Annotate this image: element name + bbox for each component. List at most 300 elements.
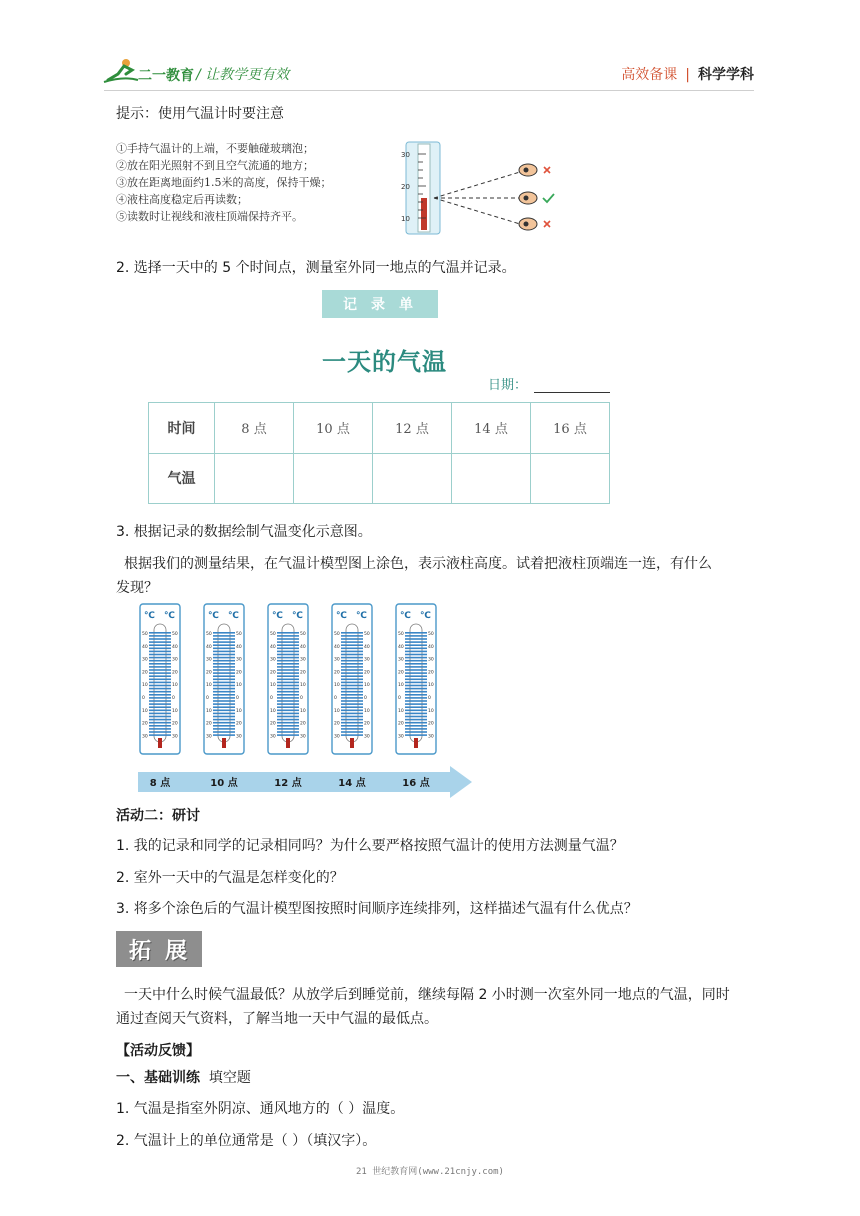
scale-label: 30: [428, 734, 434, 740]
scale-label: 20: [401, 183, 410, 191]
scale-label: 20: [334, 721, 340, 727]
scale-label: 0: [300, 696, 303, 701]
scale-tick: [405, 675, 427, 677]
scale-tick: [213, 700, 235, 702]
scale-label: 20: [334, 670, 340, 676]
scale-tick: [341, 688, 363, 690]
scale-label: 30: [142, 734, 148, 740]
scale-tick: [213, 672, 235, 674]
scale-label: 50: [428, 632, 434, 637]
scale-label: 30: [401, 151, 410, 159]
scale-tick: [405, 669, 427, 671]
unit-label: ℃: [356, 611, 367, 621]
scale-tick: [277, 660, 299, 662]
scale-label: 30: [206, 734, 212, 740]
scale-label: 0: [206, 696, 209, 701]
scale-tick: [149, 691, 171, 693]
thermometer-reading-illustration: [396, 140, 566, 236]
scale-tick: [341, 679, 363, 681]
scale-tick: [213, 697, 235, 699]
logo-icon: [104, 58, 194, 88]
scale-label: 20: [398, 721, 404, 727]
scale-tick: [277, 675, 299, 677]
scale-label: 10: [334, 683, 340, 689]
scale-label: 30: [428, 657, 434, 663]
eye-icon: [519, 164, 537, 230]
scale-tick: [341, 632, 363, 634]
scale-tick: [341, 685, 363, 687]
scale-tick: [405, 731, 427, 733]
scale-tick: [341, 666, 363, 668]
time-label: 12 点: [274, 778, 302, 789]
time-cell: 14 点: [452, 403, 531, 454]
scale-tick: [213, 688, 235, 690]
time-label: 16 点: [402, 778, 430, 789]
scale-label: 20: [428, 721, 434, 727]
scale-tick: [405, 651, 427, 653]
scale-tick: [341, 669, 363, 671]
tip-item: ①手持气温计的上端，不要触碰玻璃泡；: [116, 142, 314, 155]
scale-tick: [405, 654, 427, 656]
scale-tick: [405, 694, 427, 696]
scale-tick: [341, 706, 363, 708]
scale-label: 10: [398, 708, 404, 714]
temperature-cell[interactable]: [373, 453, 452, 504]
scale-tick: [277, 697, 299, 699]
check-icon: [543, 194, 554, 202]
scale-tick: [405, 706, 427, 708]
scale-tick: [405, 635, 427, 637]
scale-label: 20: [172, 721, 178, 727]
scale-tick: [149, 694, 171, 696]
scale-tick: [277, 666, 299, 668]
scale-tick: [341, 672, 363, 674]
scale-tick: [277, 663, 299, 665]
scale-label: 10: [236, 683, 242, 689]
tips-list: [116, 140, 376, 225]
cross-icon: [544, 167, 550, 227]
unit-label: ℃: [400, 611, 411, 621]
scale-tick: [213, 725, 235, 727]
scale-label: 30: [300, 657, 306, 663]
scale-label: 10: [401, 215, 410, 223]
table-row: [149, 453, 610, 504]
scale-tick: [213, 691, 235, 693]
scale-label: 50: [334, 632, 340, 637]
scale-tick: [277, 706, 299, 708]
unit-label: ℃: [144, 611, 155, 621]
scale-tick: [149, 669, 171, 671]
paragraph-line: 一天中什么时候气温最低？从放学后到睡觉前，继续每隔 2 小时测一次室外同一地点的气温，同时: [124, 987, 730, 1003]
scale-tick: [213, 669, 235, 671]
scale-tick: [277, 719, 299, 721]
scale-label: 0: [142, 696, 145, 701]
scale-label: 30: [398, 657, 404, 663]
scale-tick: [341, 710, 363, 712]
unit-label: ℃: [292, 611, 303, 621]
tip-item: ④液柱高度稳定后再读数；: [116, 193, 248, 206]
scale-tick: [213, 657, 235, 659]
temperature-cell[interactable]: [452, 453, 531, 504]
scale-label: 40: [142, 644, 148, 650]
scale-tick: [405, 679, 427, 681]
scale-tick: [341, 703, 363, 705]
scale-tick: [341, 660, 363, 662]
scale-tick: [213, 651, 235, 653]
scale-tick: [341, 663, 363, 665]
scale-tick: [213, 660, 235, 662]
scale-tick: [213, 713, 235, 715]
scale-tick: [149, 700, 171, 702]
scale-tick: [277, 713, 299, 715]
scale-tick: [405, 682, 427, 684]
scale-label: 10: [172, 683, 178, 689]
scale-tick: [213, 703, 235, 705]
scale-tick: [149, 685, 171, 687]
scale-tick: [149, 682, 171, 684]
scale-tick: [405, 719, 427, 721]
scale-tick: [149, 638, 171, 640]
scale-label: 30: [334, 657, 340, 663]
scale-tick: [277, 635, 299, 637]
scale-label: 20: [206, 721, 212, 727]
scale-label: 30: [270, 657, 276, 663]
header-right: [621, 64, 754, 84]
scale-tick: [341, 719, 363, 721]
scale-label: 40: [206, 644, 212, 650]
scale-label: 30: [364, 657, 370, 663]
scale-tick: [341, 694, 363, 696]
scale-tick: [149, 719, 171, 721]
tip-item: ③放在距离地面约1.5米的高度，保持干燥；: [116, 176, 332, 189]
table-row: [149, 403, 610, 454]
scale-label: 40: [236, 644, 242, 650]
scale-tick: [405, 722, 427, 724]
scale-tick: [213, 731, 235, 733]
header-label-b: 科学学科: [698, 67, 754, 83]
scale-tick: [341, 722, 363, 724]
thermometer-bulb: [222, 738, 226, 748]
scale-tick: [405, 666, 427, 668]
scale-tick: [341, 713, 363, 715]
scale-tick: [149, 679, 171, 681]
scale-tick: [277, 669, 299, 671]
svg-text:二一教育: 二一教育: [138, 68, 194, 84]
scale-tick: [341, 638, 363, 640]
scale-label: 30: [172, 657, 178, 663]
scale-tick: [277, 632, 299, 634]
scale-tick: [277, 638, 299, 640]
scale-tick: [149, 713, 171, 715]
scale-tick: [341, 734, 363, 736]
thermometer-bulb: [158, 738, 162, 748]
scale-tick: [341, 635, 363, 637]
scale-tick: [149, 728, 171, 730]
question-text: 2. 气温计上的单位通常是（ ）（填汉字）。: [116, 1133, 377, 1149]
tips-title: 提示：使用气温计时要注意: [116, 106, 284, 122]
scale-tick: [213, 635, 235, 637]
scale-tick: [405, 713, 427, 715]
section-heading-bold: 一、基础训练: [116, 1070, 200, 1086]
scale-label: 20: [270, 670, 276, 676]
scale-tick: [277, 728, 299, 730]
scale-label: 50: [172, 632, 178, 637]
scale-label: 0: [334, 696, 337, 701]
scale-tick: [405, 703, 427, 705]
scale-label: 0: [236, 696, 239, 701]
scale-tick: [213, 719, 235, 721]
question-text: 1. 我的记录和同学的记录相同吗？为什么要严格按照气温计的使用方法测量气温？: [116, 838, 624, 854]
scale-tick: [341, 691, 363, 693]
scale-label: 0: [172, 696, 175, 701]
scale-tick: [405, 710, 427, 712]
scale-tick: [213, 641, 235, 643]
time-cell: 8 点: [215, 403, 294, 454]
scale-tick: [341, 716, 363, 718]
header-slogan: / 让教学更有效: [196, 67, 290, 83]
scale-tick: [149, 663, 171, 665]
tip-item: ②放在阳光照射不到且空气流通的地方；: [116, 159, 314, 172]
scale-tick: [405, 638, 427, 640]
scale-tick: [277, 685, 299, 687]
scale-label: 10: [364, 708, 370, 714]
scale-label: 10: [300, 683, 306, 689]
scale-label: 50: [270, 632, 276, 637]
unit-label: ℃: [228, 611, 239, 621]
unit-label: ℃: [420, 611, 431, 621]
question-text: 3. 将多个涂色后的气温计模型图按照时间顺序连续排列，这样描述气温有什么优点？: [116, 901, 638, 917]
scale-label: 10: [428, 708, 434, 714]
temperature-cell[interactable]: [294, 453, 373, 504]
unit-label: ℃: [164, 611, 175, 621]
expand-label: 拓展: [128, 938, 201, 964]
step-3-text: 3. 根据记录的数据绘制气温变化示意图。: [116, 524, 372, 540]
scale-tick: [405, 685, 427, 687]
scale-label: 10: [398, 683, 404, 689]
section-heading: [116, 1068, 251, 1088]
paragraph-line: 通过查阅天气资料，了解当地一天中气温的最低点。: [116, 1011, 438, 1027]
scale-tick: [277, 657, 299, 659]
scale-tick: [277, 691, 299, 693]
scale-label: 30: [236, 657, 242, 663]
scale-label: 20: [300, 670, 306, 676]
paragraph-line: 发现？: [116, 580, 158, 596]
scale-tick: [405, 632, 427, 634]
time-cell: 12 点: [373, 403, 452, 454]
temperature-cell[interactable]: [531, 453, 610, 504]
scale-tick: [341, 641, 363, 643]
scale-label: 20: [300, 721, 306, 727]
scale-tick: [213, 694, 235, 696]
scale-tick: [277, 644, 299, 646]
scale-tick: [341, 725, 363, 727]
scale-tick: [405, 734, 427, 736]
scale-tick: [405, 641, 427, 643]
scale-tick: [213, 679, 235, 681]
scale-label: 30: [334, 734, 340, 740]
scale-tick: [277, 731, 299, 733]
scale-label: 30: [172, 734, 178, 740]
page-footer: 21 世纪教育网(www.21cnjy.com): [356, 1167, 504, 1177]
scale-label: 40: [398, 644, 404, 650]
scale-tick: [341, 700, 363, 702]
scale-tick: [149, 648, 171, 650]
scale-tick: [277, 688, 299, 690]
section-heading-rest: 填空题: [208, 1070, 251, 1086]
scale-tick: [149, 641, 171, 643]
scale-tick: [213, 716, 235, 718]
scale-tick: [213, 638, 235, 640]
scale-tick: [341, 731, 363, 733]
scale-tick: [277, 710, 299, 712]
scale-label: 0: [270, 696, 273, 701]
time-cell: 16 点: [531, 403, 610, 454]
scale-tick: [149, 706, 171, 708]
scale-label: 40: [364, 644, 370, 650]
scale-label: 20: [142, 721, 148, 727]
scale-label: 20: [206, 670, 212, 676]
scale-tick: [341, 651, 363, 653]
scale-tick: [149, 716, 171, 718]
scale-tick: [341, 644, 363, 646]
scale-label: 50: [398, 632, 404, 637]
scale-tick: [149, 644, 171, 646]
scale-label: 10: [142, 683, 148, 689]
scale-label: 20: [364, 721, 370, 727]
scale-label: 30: [236, 734, 242, 740]
scale-label: 0: [428, 696, 431, 701]
question-text: 2. 室外一天中的气温是怎样变化的？: [116, 870, 344, 886]
record-table: [148, 402, 610, 504]
scale-label: 40: [300, 644, 306, 650]
temperature-cell[interactable]: [215, 453, 294, 504]
scale-tick: [149, 725, 171, 727]
scale-tick: [149, 632, 171, 634]
table-header-cell: 时间: [149, 403, 215, 454]
time-label: 14 点: [338, 778, 366, 789]
scale-tick: [405, 725, 427, 727]
header-separator: |: [685, 67, 690, 83]
scale-tick: [277, 682, 299, 684]
scale-label: 30: [142, 657, 148, 663]
scale-label: 20: [236, 721, 242, 727]
scale-label: 10: [270, 683, 276, 689]
unit-label: ℃: [272, 611, 283, 621]
scale-label: 20: [270, 721, 276, 727]
scale-tick: [149, 660, 171, 662]
time-cell: 10 点: [294, 403, 373, 454]
scale-tick: [149, 672, 171, 674]
scale-tick: [277, 641, 299, 643]
scale-tick: [213, 675, 235, 677]
scale-tick: [277, 700, 299, 702]
scale-tick: [149, 722, 171, 724]
scale-tick: [405, 663, 427, 665]
scale-tick: [213, 663, 235, 665]
scale-tick: [277, 734, 299, 736]
scale-tick: [149, 734, 171, 736]
expand-banner: [116, 931, 202, 967]
scale-tick: [405, 688, 427, 690]
record-date-blank: [534, 392, 610, 393]
scale-tick: [277, 654, 299, 656]
scale-tick: [341, 697, 363, 699]
scale-tick: [277, 679, 299, 681]
scale-label: 50: [142, 632, 148, 637]
scale-tick: [149, 697, 171, 699]
scale-tick: [149, 657, 171, 659]
scale-label: 10: [364, 683, 370, 689]
scale-label: 40: [270, 644, 276, 650]
scale-label: 10: [206, 683, 212, 689]
thermometer-model-figure: [138, 602, 474, 796]
thermometer-bulb: [286, 738, 290, 748]
step-2-text: 2. 选择一天中的 5 个时间点，测量室外同一地点的气温并记录。: [116, 260, 516, 276]
scale-label: 30: [300, 734, 306, 740]
scale-tick: [277, 651, 299, 653]
scale-label: 10: [428, 683, 434, 689]
scale-tick: [149, 654, 171, 656]
scale-label: 20: [172, 670, 178, 676]
scale-tick: [405, 697, 427, 699]
scale-tick: [277, 703, 299, 705]
unit-label: ℃: [208, 611, 219, 621]
scale-tick: [277, 648, 299, 650]
scale-label: 30: [364, 734, 370, 740]
record-date-label: 日期：: [488, 378, 528, 393]
scale-tick: [213, 722, 235, 724]
scale-tick: [149, 651, 171, 653]
record-sheet-title: 一天的气温: [322, 348, 447, 376]
scale-tick: [405, 644, 427, 646]
question-text: 1. 气温是指室外阴凉、通风地方的（ ）温度。: [116, 1101, 405, 1117]
scale-tick: [405, 648, 427, 650]
scale-tick: [341, 654, 363, 656]
scale-tick: [149, 675, 171, 677]
paragraph-line: 根据我们的测量结果，在气温计模型图上涂色，表示液柱高度。试着把液柱顶端连一连，有什么: [124, 556, 712, 572]
scale-tick: [213, 666, 235, 668]
scale-label: 40: [172, 644, 178, 650]
scale-label: 0: [364, 696, 367, 701]
scale-tick: [405, 691, 427, 693]
scale-label: 50: [236, 632, 242, 637]
scale-label: 10: [236, 708, 242, 714]
scale-tick: [277, 672, 299, 674]
scale-label: 40: [428, 644, 434, 650]
scale-tick: [341, 657, 363, 659]
scale-tick: [213, 728, 235, 730]
scale-tick: [405, 700, 427, 702]
scale-tick: [213, 682, 235, 684]
scale-label: 0: [398, 696, 401, 701]
scale-tick: [213, 654, 235, 656]
scale-tick: [341, 648, 363, 650]
scale-tick: [149, 731, 171, 733]
scale-label: 10: [334, 708, 340, 714]
scale-label: 50: [206, 632, 212, 637]
thermometer-bulb: [350, 738, 354, 748]
scale-label: 30: [270, 734, 276, 740]
scale-label: 30: [206, 657, 212, 663]
tip-item: ⑤读数时让视线和液柱顶端保持齐平。: [116, 210, 303, 223]
header-label-a: 高效备课: [621, 67, 678, 83]
scale-tick: [213, 632, 235, 634]
unit-label: ℃: [336, 611, 347, 621]
scale-label: 10: [300, 708, 306, 714]
scale-tick: [213, 734, 235, 736]
scale-tick: [277, 722, 299, 724]
scale-label: 20: [364, 670, 370, 676]
